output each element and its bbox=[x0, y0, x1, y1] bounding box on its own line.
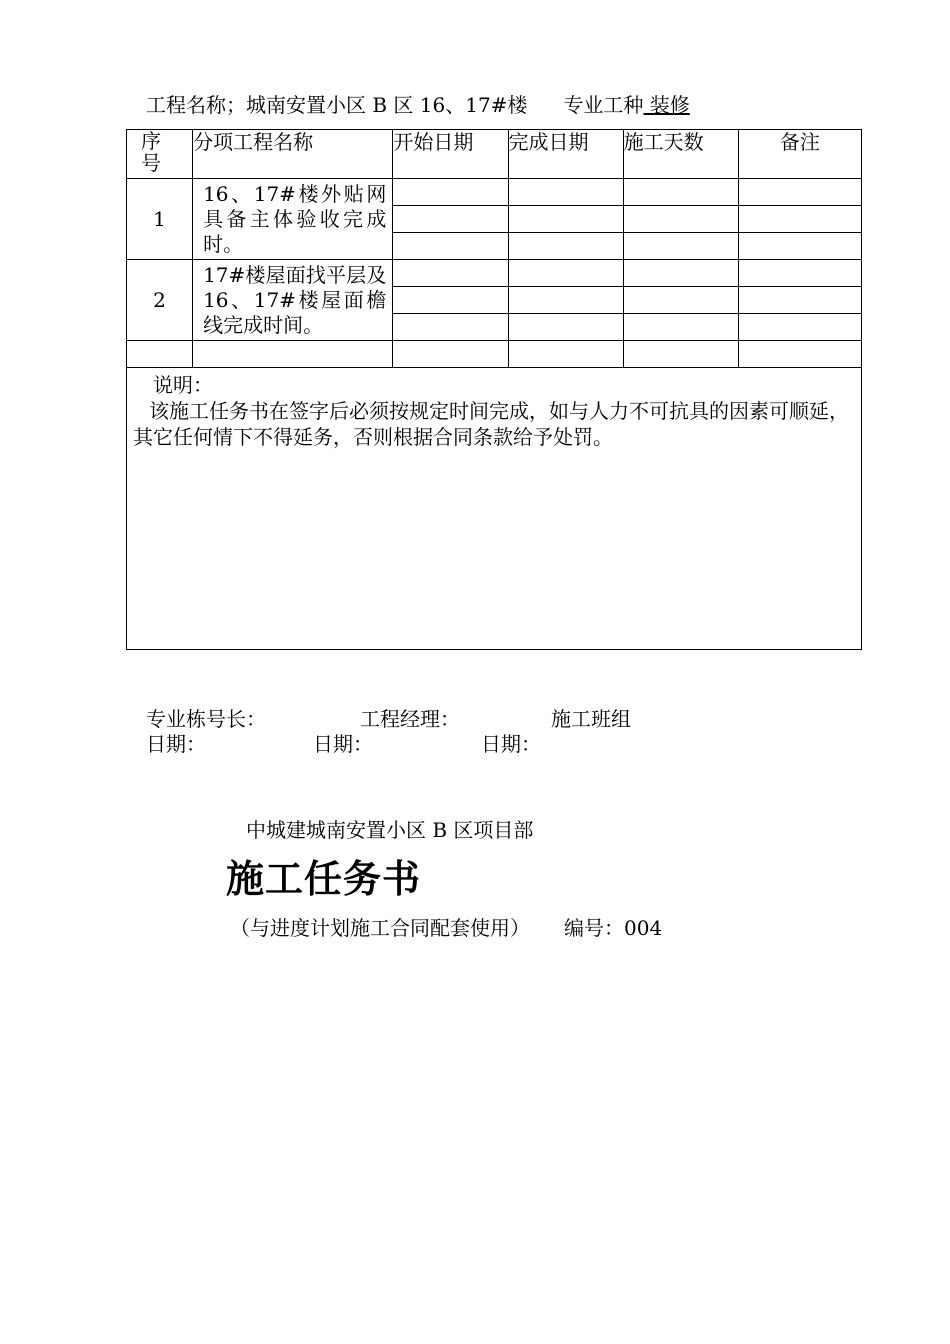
cell-days bbox=[623, 179, 738, 206]
row-seq: 1 bbox=[127, 179, 193, 260]
header-end-date: 完成日期 bbox=[508, 130, 623, 179]
task-table bbox=[126, 129, 862, 650]
cell-end-date bbox=[508, 260, 623, 287]
date-label-1: 日期： bbox=[146, 732, 206, 756]
cell-days bbox=[623, 287, 738, 314]
header-remarks: 备注 bbox=[738, 130, 861, 179]
cell-start-date bbox=[393, 314, 508, 341]
document-title: 施工任务书 bbox=[226, 856, 422, 901]
header-start-date: 开始日期 bbox=[393, 130, 508, 179]
project-name: 工程名称；城南安置小区 B 区 16、17#楼 bbox=[146, 93, 528, 117]
cell-days bbox=[623, 260, 738, 287]
cell-days bbox=[623, 206, 738, 233]
cell-end-date bbox=[508, 287, 623, 314]
note-cell bbox=[127, 368, 862, 650]
document-number: 编号：004 bbox=[564, 916, 663, 940]
date-label-3: 日期： bbox=[481, 732, 541, 756]
team-label: 施工班组 bbox=[551, 707, 631, 731]
document-subtitle bbox=[230, 912, 662, 941]
cell-end-date bbox=[508, 179, 623, 206]
cell-start-date bbox=[393, 260, 508, 287]
manager-label: 工程经理： bbox=[360, 707, 460, 731]
cell-remarks bbox=[738, 314, 861, 341]
cell-remarks bbox=[738, 179, 861, 206]
cell-start-date bbox=[393, 206, 508, 233]
cell-remarks bbox=[738, 287, 861, 314]
date-label-2: 日期： bbox=[313, 732, 373, 756]
cell-start-date bbox=[393, 179, 508, 206]
note-body: 该施工任务书在签字后必须按规定时间完成，如与人力不可抗具的因素可顺延，其它任何情下不得延务，否则根据合同条款给予处罚。 bbox=[133, 399, 849, 449]
empty-row bbox=[127, 341, 862, 368]
header-days: 施工天数 bbox=[623, 130, 738, 179]
row-item-name: 16、17#楼外贴网具备主体验收完成时。 bbox=[193, 179, 393, 260]
note-row bbox=[127, 368, 862, 650]
cell-days bbox=[623, 233, 738, 260]
cell-remarks bbox=[738, 233, 861, 260]
cell-days bbox=[623, 314, 738, 341]
header-item-name: 分项工程名称 bbox=[193, 130, 393, 179]
date-line bbox=[146, 728, 541, 757]
note-title: 说明： bbox=[153, 373, 213, 397]
cell-remarks bbox=[738, 206, 861, 233]
row-seq: 2 bbox=[127, 260, 193, 341]
table-row bbox=[127, 260, 862, 287]
usage-note: （与进度计划施工合同配套使用） bbox=[230, 916, 530, 940]
row-item-name: 17#楼屋面找平层及16、17#楼屋面檐线完成时间。 bbox=[193, 260, 393, 341]
organization-name: 中城建城南安置小区 B 区项目部 bbox=[246, 818, 534, 842]
cell-end-date bbox=[508, 233, 623, 260]
table-header-row bbox=[127, 130, 862, 179]
header-seq: 序号 bbox=[127, 130, 193, 179]
cell-start-date bbox=[393, 287, 508, 314]
trade-label: 专业工种 bbox=[563, 93, 644, 117]
cell-start-date bbox=[393, 233, 508, 260]
cell-remarks bbox=[738, 260, 861, 287]
cell-end-date bbox=[508, 206, 623, 233]
trade-value: 装修 bbox=[643, 93, 690, 117]
building-leader-label: 专业栋号长： bbox=[146, 707, 266, 731]
table-row bbox=[127, 179, 862, 206]
cell-end-date bbox=[508, 314, 623, 341]
project-header bbox=[146, 89, 690, 118]
